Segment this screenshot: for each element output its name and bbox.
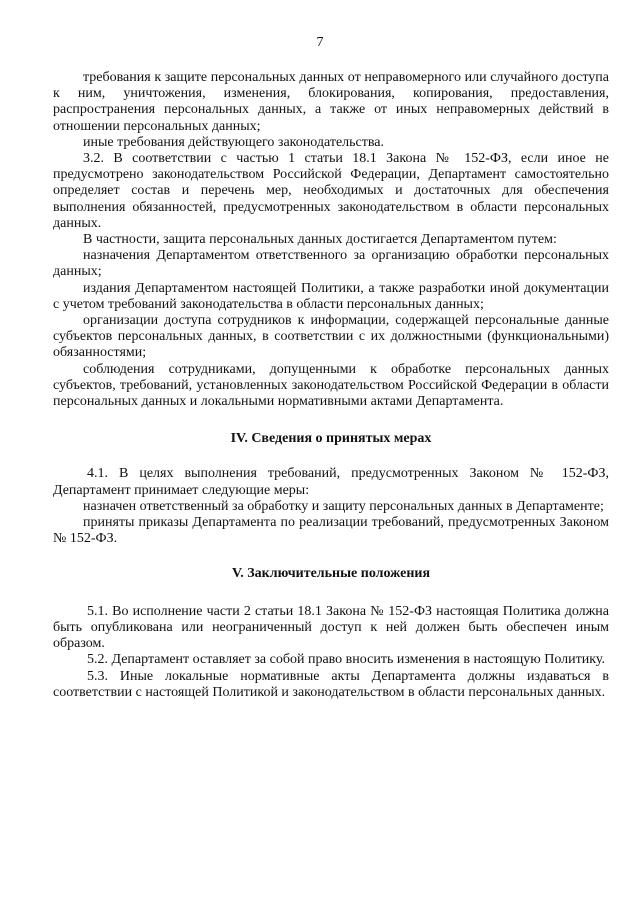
paragraph-in-particular: В частности, защита персональных данных достигается Департаментом путем:: [83, 232, 557, 248]
paragraph-other-requirements: иные требования действующего законодательства.: [83, 134, 385, 150]
paragraph-5-2: 5.2. Департамент оставляет за собой право вносить изменения в настоящую Политику.: [87, 652, 605, 668]
section-heading-v: V. Заключительные положения: [231, 566, 431, 582]
document-body: [53, 70, 609, 701]
paragraph-3-2: 3.2. В соответствии с частью 1 статьи 18.1 Закона № 152-ФЗ, если иное не предусмотрено законодательством Российской Федерации, Департамент самостоятельно определяет состав и перечень мер, необходимых и достаточных для обеспечения выполнения обязанностей, предусмотренных законодательством в области персональных данных.: [53, 151, 609, 231]
list-item-appointment: назначения Департаментом ответственного за организацию обработки персональных данных;: [53, 248, 609, 280]
paragraph-4-1: 4.1. В целях выполнения требований, предусмотренных Законом № 152-ФЗ, Департамент принимает следующие меры:: [53, 466, 609, 498]
list-item-compliance: соблюдения сотрудниками, допущенными к обработке персональных данных субъектов, требований, установленных законодательством Российской Федерации в области персональных данных и локальными нормативными актами Департамента.: [53, 361, 609, 410]
list-item-responsible-appointed: назначен ответственный за обработку и защиту персональных данных в Департаменте;: [83, 498, 604, 514]
page-number: 7: [316, 35, 324, 50]
list-item-policy-issuance: издания Департаментом настоящей Политики, а также разработки иной документации с учетом требований законодательства в области персональных данных;: [53, 280, 609, 312]
section-heading-iv: IV. Сведения о принятых мерах: [230, 431, 432, 447]
paragraph-protection-requirements: требования к защите персональных данных от неправомерного или случайного доступа к ним, уничтожения, изменения, блокирования, копирования, предоставления, распространения персональных данных, а также от иных неправомерных действий в отношении персональных данных;: [53, 70, 609, 134]
paragraph-5-1: 5.1. Во исполнение части 2 статьи 18.1 Закона № 152-ФЗ настоящая Политика должна быть опубликована или неограниченный доступ к ней должен быть обеспечен иным образом.: [53, 603, 609, 652]
paragraph-5-3: 5.3. Иные локальные нормативные акты Департамента должны издаваться в соответствии с настоящей Политикой и законодательством в области персональных данных.: [53, 668, 609, 700]
list-item-access-organization: организации доступа сотрудников к информации, содержащей персональные данные субъектов персональных данных, в соответствии с их должностными (функциональными) обязанностями;: [53, 313, 609, 361]
list-item-orders-adopted: приняты приказы Департамента по реализации требований, предусмотренных Законом № 152-ФЗ.: [53, 515, 609, 547]
